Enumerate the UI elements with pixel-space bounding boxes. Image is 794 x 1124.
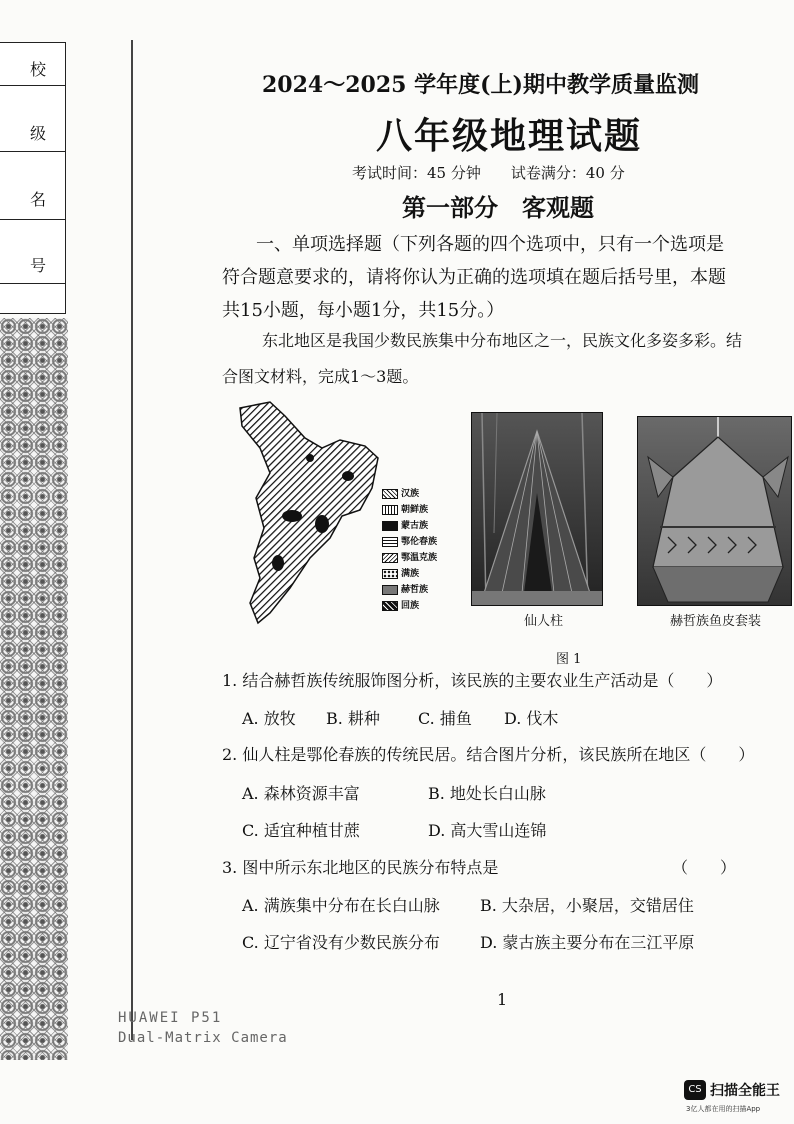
name-label: 名 — [30, 190, 47, 209]
exam-info: 考试时间：45 分钟 试卷满分：40 分 — [352, 164, 625, 182]
question-3-option-b: B. 大杂居，小聚居，交错居住 — [480, 896, 694, 915]
tent-photo — [471, 412, 603, 606]
question-2-option-d: D. 高大雪山连锦 — [428, 821, 547, 840]
divider — [0, 85, 65, 86]
instruction-line-3: 共15小题，每小题1分，共15分。） — [222, 300, 505, 321]
northeast-ethnic-map — [230, 398, 380, 628]
figure-1 — [230, 398, 790, 638]
legend-item: 赫哲族 — [382, 582, 428, 595]
divider — [0, 219, 65, 220]
legend-item: 满族 — [382, 566, 419, 579]
material-line-1: 东北地区是我国少数民族集中分布地区之一，民族文化多姿多彩。结 — [262, 331, 743, 350]
class-label: 级 — [30, 124, 47, 143]
instruction-line-2: 符合题意要求的，请将你认为正确的选项填在题后括号里，本题 — [222, 267, 726, 288]
legend-item: 蒙古族 — [382, 518, 428, 531]
camera-watermark-sub: Dual-Matrix Camera — [118, 1030, 288, 1046]
legend-item: 回族 — [382, 598, 419, 611]
photo1-caption: 仙人柱 — [524, 614, 564, 629]
camera-watermark: HUAWEI P51 — [118, 1010, 223, 1026]
legend-item: 鄂伦春族 — [382, 534, 437, 547]
legend-item: 鄂温克族 — [382, 550, 437, 563]
question-3-option-d: D. 蒙古族主要分布在三江平原 — [480, 933, 695, 952]
question-1-option-b: B. 耕种 — [326, 709, 380, 728]
legend-item: 朝鲜族 — [382, 502, 428, 515]
scanner-logo-icon: CS — [684, 1080, 706, 1100]
question-1-option-c: C. 捕鱼 — [418, 709, 472, 728]
instruction-line-1: 一、单项选择题（下列各题的四个选项中，只有一个选项是 — [256, 234, 724, 255]
question-1-stem: 1. 结合赫哲族传统服饰图分析，该民族的主要农业生产活动是（ ） — [222, 671, 723, 690]
question-1-option-d: D. 伐木 — [504, 709, 559, 728]
scanner-app-slogan: 3亿人都在用的扫描App — [686, 1105, 761, 1113]
material-line-2: 合图文材料，完成1～3题。 — [222, 367, 419, 386]
legend-item: 汉族 — [382, 486, 419, 499]
scanner-app-name: 扫描全能王 — [710, 1083, 780, 1099]
figure-label: 图 1 — [556, 652, 582, 667]
question-1-option-a: A. 放牧 — [242, 709, 296, 728]
question-2-stem: 2. 仙人柱是鄂伦春族的传统民居。结合图片分析，该民族所在地区（ ） — [222, 745, 755, 764]
question-2-option-a: A. 森林资源丰富 — [242, 784, 360, 803]
number-label: 号 — [30, 256, 47, 275]
fish-skin-suit-photo — [637, 416, 792, 606]
subject-title: 八年级地理试题 — [376, 115, 643, 157]
question-3-stem: 3. 图中所示东北地区的民族分布特点是 — [222, 858, 499, 877]
question-3-bracket: （ ） — [672, 858, 737, 877]
exam-title: 2024～2025 学年度(上)期中教学质量监测 — [262, 72, 699, 98]
question-3-option-c: C. 辽宁省没有少数民族分布 — [242, 933, 440, 952]
question-2-option-b: B. 地处长白山脉 — [428, 784, 546, 803]
page-number: 1 — [497, 990, 508, 1009]
photo2-caption: 赫哲族鱼皮套装 — [670, 614, 762, 629]
student-info-box — [0, 42, 66, 314]
divider — [0, 151, 65, 152]
decorative-pattern-strip — [0, 318, 68, 1060]
question-3-option-a: A. 满族集中分布在长白山脉 — [242, 896, 440, 915]
question-2-option-c: C. 适宜种植甘蔗 — [242, 821, 360, 840]
binding-line — [131, 40, 133, 1040]
school-label: 校 — [30, 60, 47, 79]
section-title: 第一部分 客观题 — [402, 193, 594, 222]
divider — [0, 283, 65, 284]
